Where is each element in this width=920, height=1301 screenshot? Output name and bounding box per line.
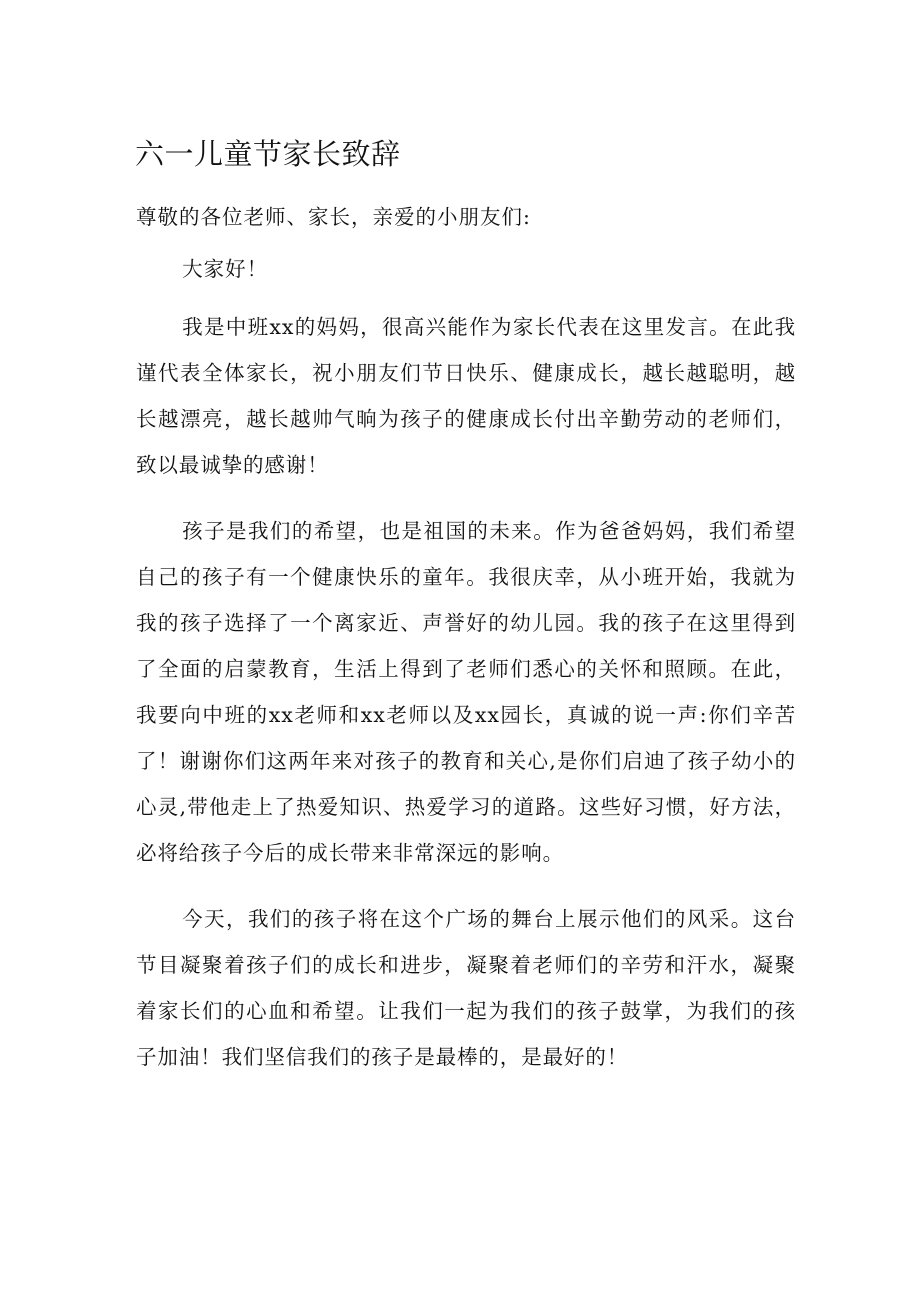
- document-title: 六一儿童节家长致辞: [135, 137, 401, 171]
- paragraph-introduction: 我是中班xx的妈妈，很高兴能作为家长代表在这里发言。在此我谨代表全体家长，祝小朋友们节日快乐、健康成长，越长越聪明，越长越漂亮，越长越帅气晌为孩子的健康成长付出辛勤劳动的老师们，致以最诚挚的感谢！: [136, 315, 796, 477]
- document-body: [136, 194, 796, 1100]
- paragraph-closing: 今天，我们的孩子将在这个广场的舞台上展示他们的风采。这台节目凝聚着孩子们的成长和进步，凝聚着老师们的辛劳和汗水，凝聚着家长们的心血和希望。让我们一起为我们的孩子鼓掌，为我们的孩子加油！我们坚信我们的孩子是最棒的，是最好的！: [136, 907, 796, 1069]
- salutation: 尊敬的各位老师、家长，亲爱的小朋友们:: [136, 205, 531, 229]
- greeting: 大家好！: [182, 257, 269, 281]
- paragraph-gratitude: 孩子是我们的希望，也是祖国的未来。作为爸爸妈妈，我们希望自己的孩子有一个健康快乐的童年。我很庆幸，从小班开始，我就为我的孩子选择了一个离家近、声誉好的幼儿园。我的孩子在这里得到了全面的启蒙教育，生活上得到了老师们悉心的关怀和照顾。在此，我要向中班的xx老师和xx老师以及xx园长，真诚的说一声:你们辛苦了！谢谢你们这两年来对孩子的教育和关心,是你们启迪了孩子幼小的心灵,带他走上了热爱知识、热爱学习的道路。这些好习惯，好方法，必将给孩子今后的成长带来非常深远的影响。: [136, 519, 796, 865]
